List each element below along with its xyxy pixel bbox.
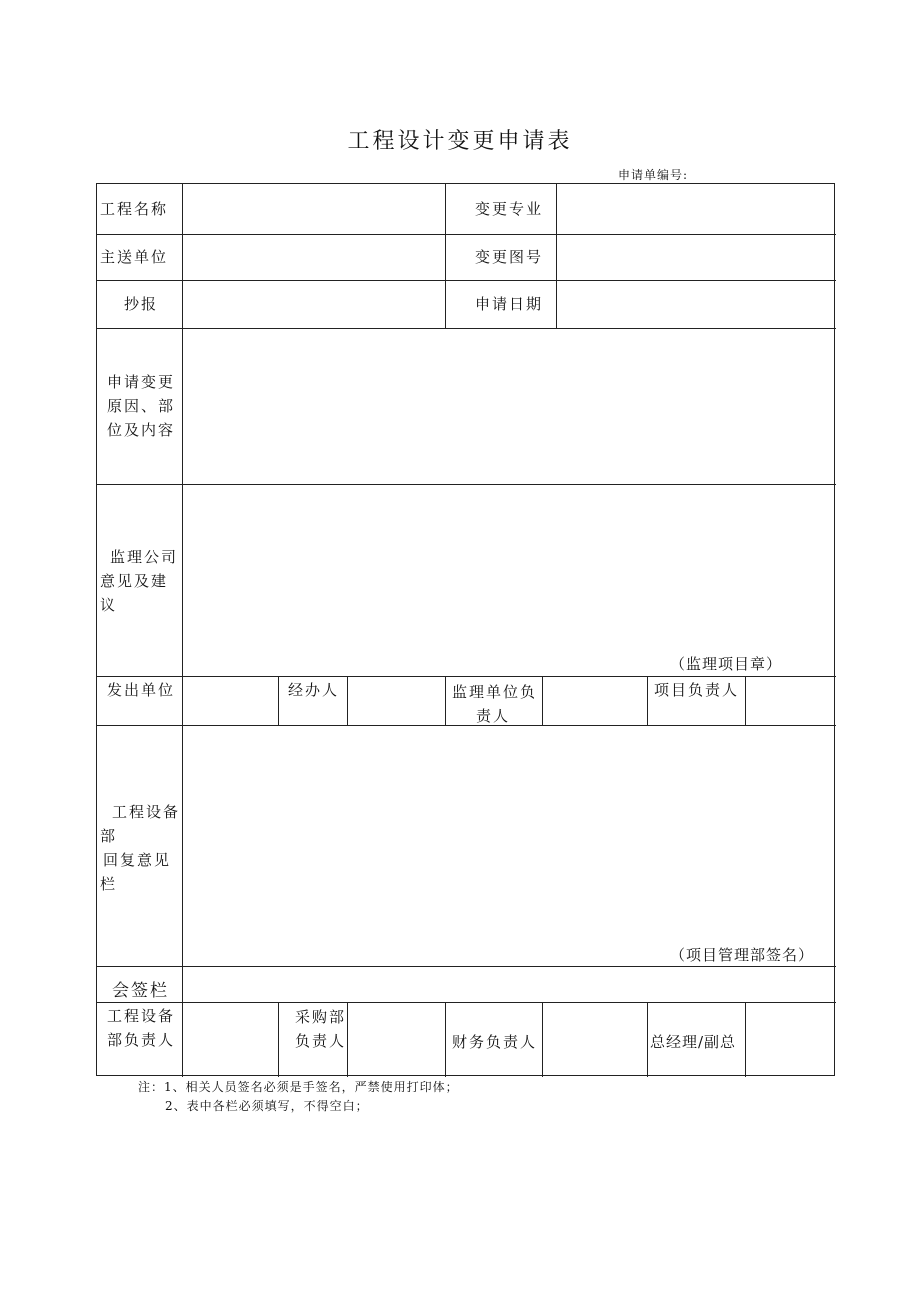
- handler-input[interactable]: [348, 677, 445, 725]
- change-drawing-no-input[interactable]: [557, 235, 835, 280]
- change-drawing-no-label: 变更图号: [475, 248, 544, 266]
- form-number-label: 申请单编号:: [618, 168, 689, 182]
- finance-head-sign[interactable]: [543, 1003, 647, 1077]
- col-divider: [445, 184, 446, 328]
- note-2: 2、表中各栏必须填写，不得空白；: [165, 1099, 369, 1113]
- finance-head-label: 财务负责人: [452, 1033, 538, 1051]
- col-divider: [445, 676, 446, 725]
- change-reason-label: 申请变更 原因、部 位及内容: [107, 373, 176, 439]
- col-divider: [445, 1002, 446, 1077]
- issuing-unit-label: 发出单位: [107, 681, 176, 699]
- supervision-lead-label: 监理单位负 责人: [452, 683, 538, 725]
- equipment-reply-label: 工程设备 部 回复意见 栏: [100, 803, 181, 893]
- supervision-opinion-label: 监理公司 意见及建 议: [100, 548, 179, 614]
- change-reason-textarea[interactable]: [183, 329, 835, 484]
- general-manager-sign[interactable]: [746, 1003, 835, 1077]
- countersign-input[interactable]: [183, 967, 835, 1002]
- purchasing-head-sign[interactable]: [348, 1003, 445, 1077]
- handler-label: 经办人: [288, 681, 340, 699]
- apply-date-input[interactable]: [557, 281, 835, 328]
- project-name-label: 工程名称: [100, 200, 169, 218]
- equipment-reply-textarea[interactable]: [183, 726, 835, 966]
- project-lead-label: 项目负责人: [654, 681, 740, 699]
- cc-label: 抄报: [124, 295, 159, 313]
- equipment-head-label: 工程设备 部负责人: [107, 1007, 176, 1049]
- issuing-unit-input[interactable]: [183, 677, 278, 725]
- submitting-unit-input[interactable]: [183, 235, 445, 280]
- col-divider: [278, 1002, 279, 1077]
- submitting-unit-label: 主送单位: [100, 248, 169, 266]
- project-management-sign-label: （项目管理部签名）: [670, 946, 815, 964]
- col-divider: [278, 676, 279, 725]
- note-1: 注：1、相关人员签名必须是手签名，严禁使用打印体；: [138, 1080, 459, 1094]
- project-name-input[interactable]: [183, 185, 445, 234]
- project-lead-input[interactable]: [746, 677, 835, 725]
- change-discipline-label: 变更专业: [475, 200, 544, 218]
- countersign-label: 会签栏: [112, 981, 169, 1001]
- col-divider: [647, 676, 648, 725]
- application-form-table: [96, 183, 835, 1076]
- supervision-lead-input[interactable]: [543, 677, 647, 725]
- cc-input[interactable]: [183, 281, 445, 328]
- col-divider: [647, 1002, 648, 1077]
- supervision-seal-label: （监理项目章）: [670, 655, 783, 673]
- page-title: 工程设计变更申请表: [347, 129, 573, 154]
- general-manager-label: 总经理/副总: [650, 1033, 737, 1051]
- purchasing-head-label: 采购部 负责人: [295, 1008, 347, 1050]
- apply-date-label: 申请日期: [475, 295, 544, 313]
- change-discipline-input[interactable]: [557, 185, 835, 234]
- equipment-head-sign[interactable]: [183, 1003, 278, 1077]
- supervision-opinion-textarea[interactable]: [183, 485, 835, 676]
